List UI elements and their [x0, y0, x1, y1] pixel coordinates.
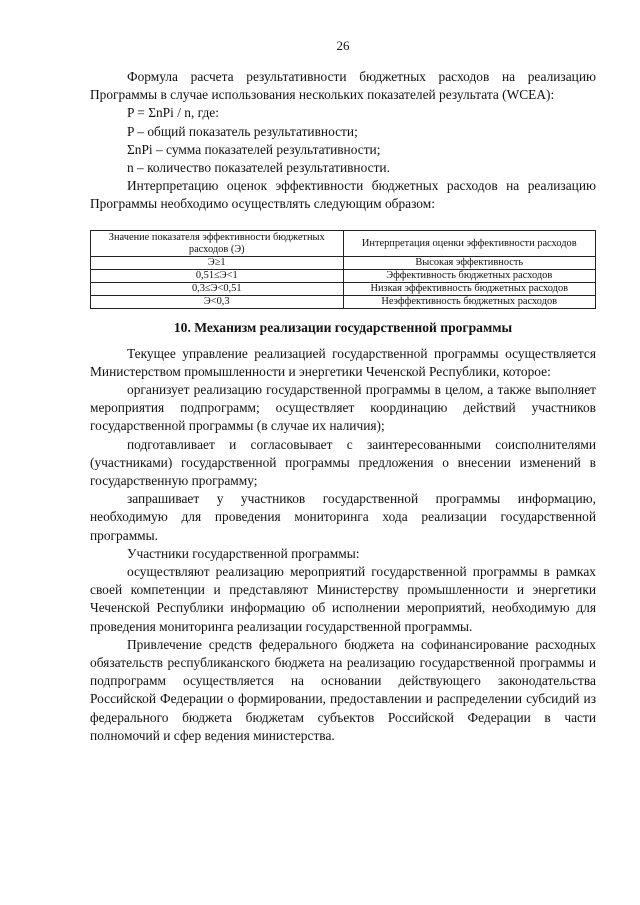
table-header-cell: Интерпретация оценки эффективности расходов	[343, 230, 596, 256]
section-heading: 10. Механизм реализации государственной программы	[173, 319, 513, 335]
paragraph: Участники государственной программы:	[127, 545, 360, 561]
definition-p: P – общий показатель результативности;	[127, 123, 358, 139]
table-cell: Эффективность бюджетных расходов	[343, 269, 596, 282]
table-cell: 0,51≤Э<1	[91, 269, 344, 282]
paragraph: организует реализацию государственной программы в целом, а также выполняет мероприятия подпрограмм; осуществляет координацию действий участников государственной программы (в случае их наличия);	[90, 382, 596, 434]
paragraph: запрашивает у участников государственной программы информацию, необходимую для проведения мониторинга хода реализации государственной программы.	[90, 491, 596, 543]
table-cell: Э≥1	[91, 256, 344, 269]
table-cell: Низкая эффективность бюджетных расходов	[343, 282, 596, 295]
table-cell: Высокая эффективность	[343, 256, 596, 269]
page-number: 26	[336, 38, 350, 53]
document-page	[90, 38, 596, 745]
table-row	[91, 282, 596, 295]
table-header-row	[91, 230, 596, 256]
interpretation-paragraph: Интерпретацию оценок эффективности бюджетных расходов на реализацию Программы необходимо осуществлять следующим образом:	[90, 178, 596, 212]
table-cell: Неэффективность бюджетных расходов	[343, 295, 596, 308]
efficiency-table	[90, 230, 596, 309]
paragraph: подготавливает и согласовывает с заинтересованными соисполнителями (участниками) государственной программы предложения о внесении изменений в государственную программу;	[90, 436, 596, 489]
definition-sum: ΣnPi – сумма показателей результативности;	[127, 141, 381, 157]
table-cell: 0,3≤Э<0,51	[91, 282, 344, 295]
paragraph: Привлечение средств федерального бюджета на софинансирование расходных обязательств республиканского бюджета на реализацию государственной программы и подпрограмм осуществляется на основании действующего законодательства Российской Федерации о формировании, предоставлении и распределении субсидий из федерального бюджета бюджетам субъектов Российской Федерации в части полномочий и сфер ведения министерства.	[90, 636, 596, 743]
table-cell: Э<0,3	[91, 295, 344, 308]
formula-intro: Формула расчета результативности бюджетных расходов на реализацию Программы в случае использования нескольких показателей результата (WCEA):	[90, 69, 596, 103]
paragraph: осуществляют реализацию мероприятий государственной программы в рамках своей компетенции и представляют Министерству промышленности и энергетики Чеченской Республики информацию об исполнении мероприятий, необходимую для проведения мониторинга реализации государственной программы.	[90, 564, 596, 634]
formula: P = ΣnPi / n, где:	[127, 105, 219, 121]
definition-n: n – количество показателей результативности.	[127, 160, 390, 176]
table-row	[91, 295, 596, 308]
table-row	[91, 256, 596, 269]
table-header-cell: Значение показателя эффективности бюджетных расходов (Э)	[91, 230, 344, 256]
table-row	[91, 269, 596, 282]
paragraph: Текущее управление реализацией государственной программы осуществляется Министерством промышленности и энергетики Чеченской Республики, которое:	[90, 345, 596, 379]
